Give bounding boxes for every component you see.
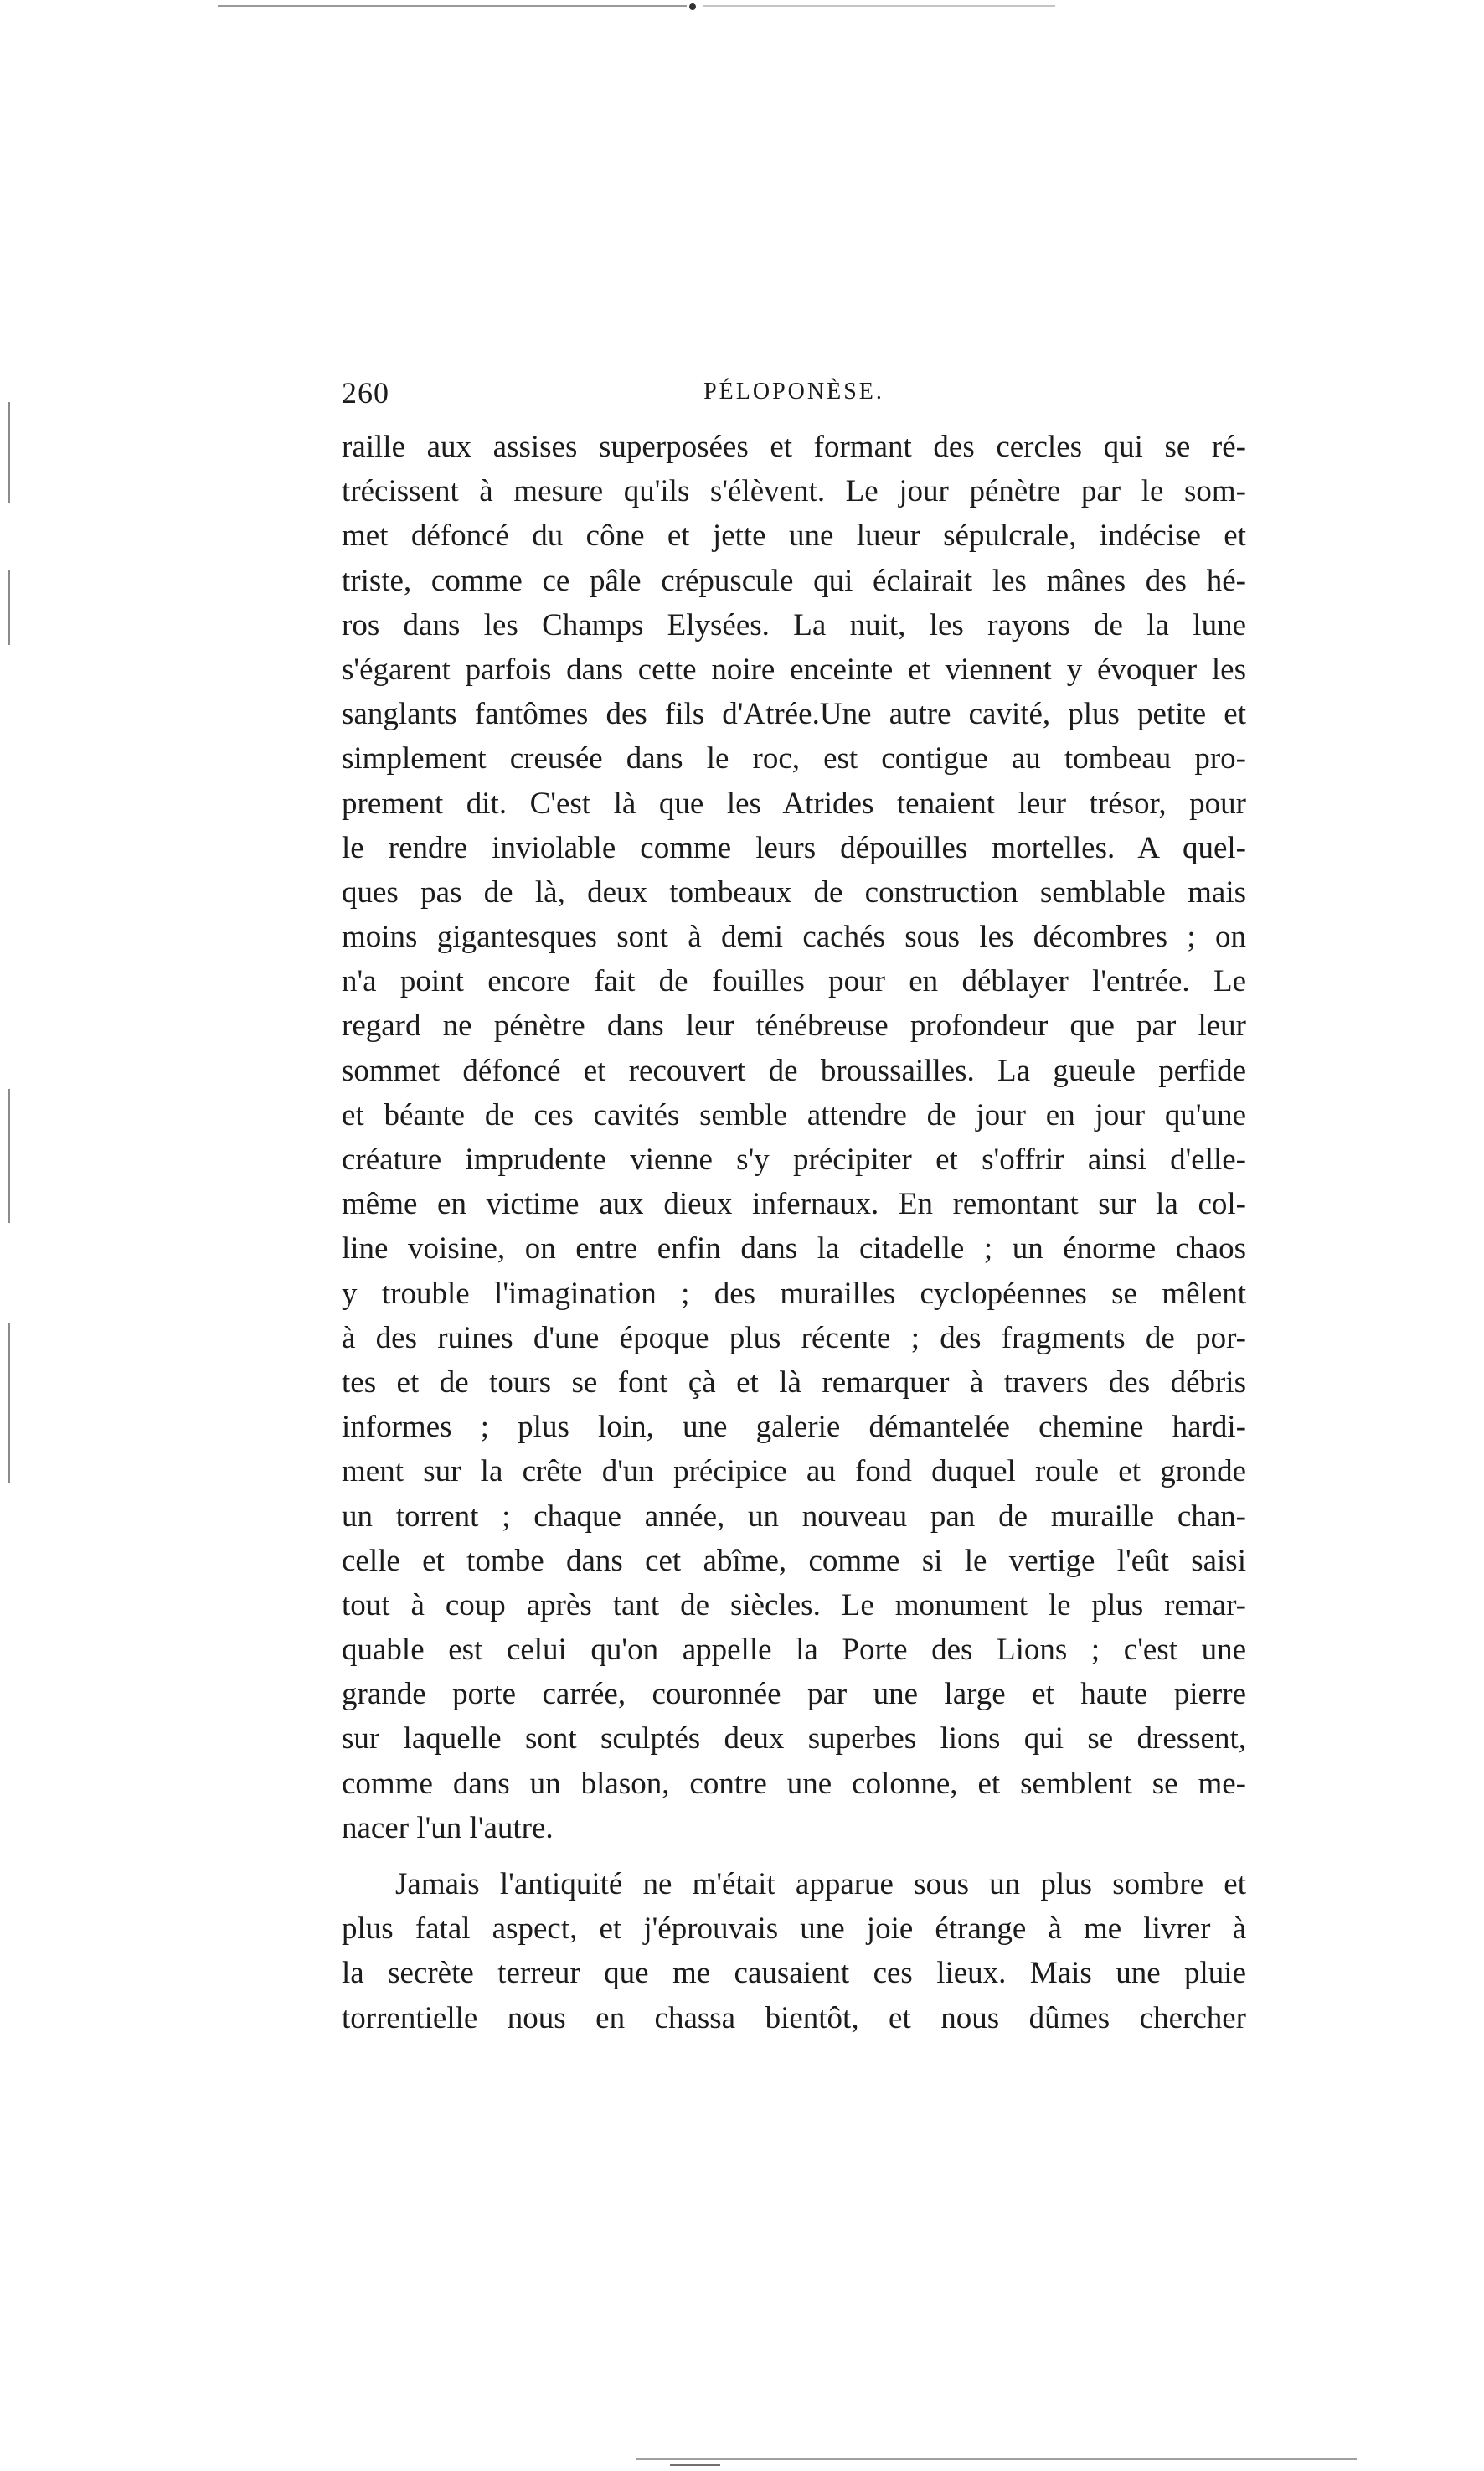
text-line: à des ruines d'une époque plus récente ; des fragments de por- <box>342 1320 1246 1355</box>
left-margin-mark <box>8 402 10 503</box>
text-line: le rendre inviolable comme leurs dépouilles mortelles. A quel- <box>342 830 1246 865</box>
text-line: même en victime aux dieux infernaux. En remontant sur la col- <box>342 1187 1246 1222</box>
text-line: met défoncé du cône et jette une lueur sépulcrale, indécise et <box>342 518 1246 554</box>
text-line: torrentielle nous en chassa bientôt, et nous dûmes chercher <box>342 2000 1246 2035</box>
text-line: sanglants fantômes des fils d'Atrée.Une autre cavité, plus petite et <box>342 697 1246 732</box>
top-edge-mark <box>689 3 696 10</box>
bottom-edge-rule-short <box>670 2464 720 2466</box>
text-line: ment sur la crête d'un précipice au fond duquel roule et gronde <box>342 1454 1246 1489</box>
text-line: sommet défoncé et recouvert de broussailles. La gueule perfide <box>342 1053 1246 1088</box>
text-line: quable est celui qu'on appelle la Porte des Lions ; c'est une <box>342 1633 1246 1668</box>
text-line: et béante de ces cavités semble attendre de jour en jour qu'une <box>342 1097 1246 1132</box>
top-edge-rule <box>218 5 687 7</box>
running-title: PÉLOPONÈSE. <box>703 379 884 405</box>
text-line: tes et de tours se font çà et là remarquer à travers des débris <box>342 1364 1246 1400</box>
page-number: 260 <box>342 376 389 410</box>
text-line: s'égarent parfois dans cette noire enceinte et viennent y évoquer les <box>342 652 1246 687</box>
running-header <box>342 375 1246 422</box>
text-line: la secrète terreur que me causaient ces lieux. Mais une pluie <box>342 1956 1246 1991</box>
text-line: grande porte carrée, couronnée par une large et haute pierre <box>342 1677 1246 1712</box>
text-line: simplement creusée dans le roc, est contigue au tombeau pro- <box>342 741 1246 776</box>
text-line: prement dit. C'est là que les Atrides tenaient leur trésor, pour <box>342 786 1246 821</box>
text-line: comme dans un blason, contre une colonne, et semblent se me- <box>342 1766 1246 1801</box>
text-line: tout à coup après tant de siècles. Le monument le plus remar- <box>342 1587 1246 1622</box>
text-line: Jamais l'antiquité ne m'était apparue sous un plus sombre et <box>395 1867 1246 1901</box>
text-line: celle et tombe dans cet abîme, comme si le vertige l'eût saisi <box>342 1543 1246 1578</box>
text-line: plus fatal aspect, et j'éprouvais une joie étrange à me livrer à <box>342 1911 1246 1947</box>
left-margin-mark <box>8 1089 10 1223</box>
text-line: line voisine, on entre enfin dans la citadelle ; un énorme chaos <box>342 1231 1246 1266</box>
paragraph <box>342 425 1246 1850</box>
text-line: raille aux assises superposées et formant des cercles qui se ré- <box>342 430 1246 464</box>
left-margin-mark <box>8 570 10 645</box>
paragraph <box>342 1862 1246 2040</box>
left-margin-mark <box>8 1323 10 1483</box>
text-line: regard ne pénètre dans leur ténébreuse profondeur que par leur <box>342 1009 1246 1044</box>
bottom-edge-rule <box>636 2458 1357 2460</box>
text-line: créature imprudente vienne s'y précipiter et s'offrir ainsi d'elle- <box>342 1143 1246 1177</box>
top-edge-rule-right <box>703 5 1055 7</box>
text-line: trécissent à mesure qu'ils s'élèvent. Le jour pénètre par le som- <box>342 474 1246 509</box>
text-line: ros dans les Champs Elysées. La nuit, les rayons de la lune <box>342 607 1246 642</box>
text-line: sur laquelle sont sculptés deux superbes lions qui se dressent, <box>342 1721 1246 1757</box>
text-line: informes ; plus loin, une galerie démantelée chemine hardi- <box>342 1410 1246 1445</box>
text-line: un torrent ; chaque année, un nouveau pan de muraille chan- <box>342 1499 1246 1534</box>
paragraph-gap <box>342 1850 1246 1862</box>
body-text <box>342 425 1246 2040</box>
text-line: y trouble l'imagination ; des murailles cyclopéennes se mêlent <box>342 1276 1246 1311</box>
text-line: ques pas de là, deux tombeaux de construction semblable mais <box>342 874 1246 910</box>
text-line: n'a point encore fait de fouilles pour en déblayer l'entrée. Le <box>342 964 1246 999</box>
text-line: moins gigantesques sont à demi cachés sous les décombres ; on <box>342 920 1246 955</box>
text-line: nacer l'un l'autre. <box>342 1810 554 1845</box>
text-line: triste, comme ce pâle crépuscule qui éclairait les mânes des hé- <box>342 563 1246 598</box>
